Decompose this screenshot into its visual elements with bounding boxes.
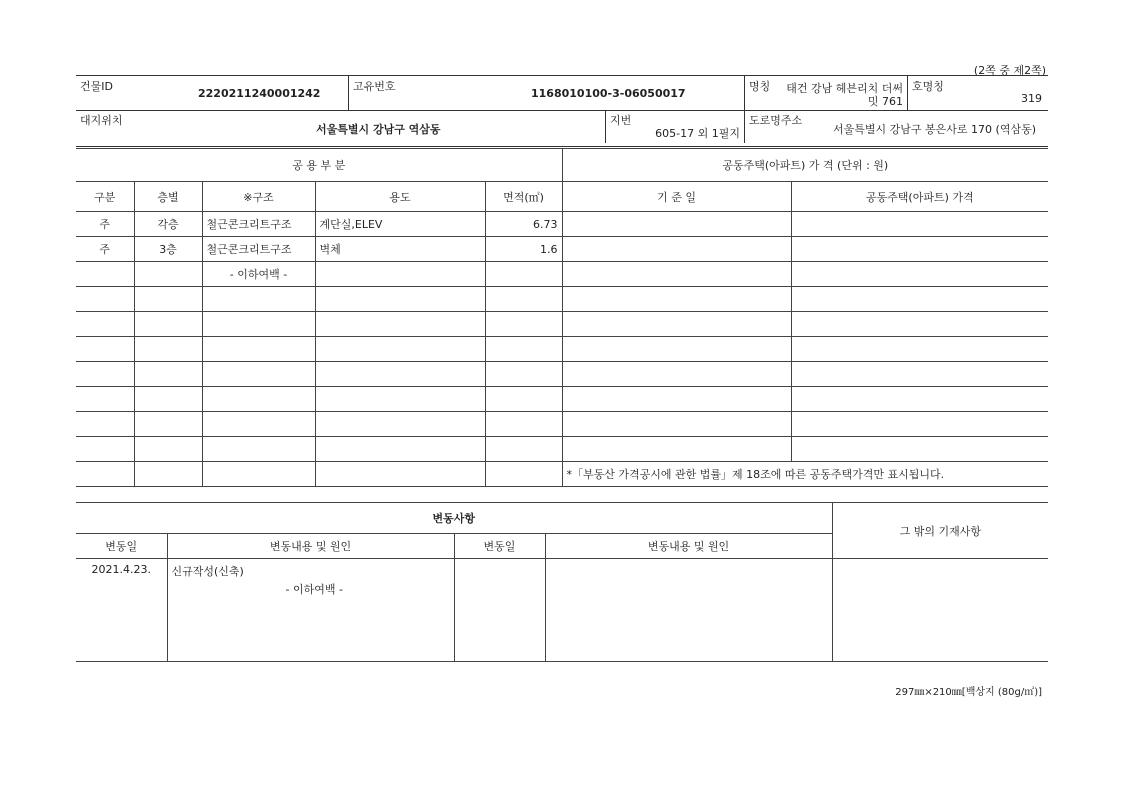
unique-no-cell bbox=[349, 76, 745, 110]
common-cell bbox=[315, 362, 485, 387]
col-price: 공동주택(아파트) 가격 bbox=[791, 182, 1048, 212]
price-cell bbox=[562, 312, 791, 337]
common-cell: 주 bbox=[76, 212, 134, 237]
price-cell bbox=[562, 412, 791, 437]
price-cell bbox=[791, 362, 1048, 387]
site-value: 서울특별시 강남구 역삼동 bbox=[316, 123, 441, 136]
header-row-2 bbox=[76, 110, 1048, 143]
col-type: 구분 bbox=[76, 182, 134, 212]
building-id-value: 2220211240001242 bbox=[198, 87, 321, 100]
common-cell bbox=[134, 412, 202, 437]
common-cell bbox=[485, 337, 562, 362]
common-cell: 6.73 bbox=[485, 212, 562, 237]
price-cell bbox=[562, 237, 791, 262]
common-cell: 계단실,ELEV bbox=[315, 212, 485, 237]
common-cell bbox=[485, 387, 562, 412]
site-cell bbox=[76, 110, 606, 143]
common-cell bbox=[315, 412, 485, 437]
page-indicator: (2쪽 중 제2쪽) bbox=[973, 64, 1046, 77]
col-structure: ※구조 bbox=[202, 182, 315, 212]
road-value: 서울특별시 강남구 봉은사로 170 (역삼동) bbox=[833, 123, 1036, 136]
common-cell bbox=[76, 312, 134, 337]
change-content-2 bbox=[545, 559, 832, 662]
common-cell bbox=[76, 287, 134, 312]
price-cell bbox=[562, 387, 791, 412]
common-cell bbox=[485, 287, 562, 312]
changes-col-content-1: 변동내용 및 원인 bbox=[167, 534, 454, 559]
common-cell bbox=[485, 312, 562, 337]
common-section-title: 공 용 부 분 bbox=[76, 149, 562, 182]
common-row bbox=[76, 412, 1048, 437]
col-usage: 용도 bbox=[315, 182, 485, 212]
lot-label: 지번 bbox=[610, 114, 632, 127]
name-label: 명칭 bbox=[749, 80, 771, 93]
site-label: 대지위치 bbox=[80, 114, 123, 127]
common-cell bbox=[485, 262, 562, 287]
common-row bbox=[76, 437, 1048, 462]
name-cell bbox=[745, 76, 908, 110]
price-cell bbox=[562, 437, 791, 462]
common-cell bbox=[202, 412, 315, 437]
common-cell bbox=[315, 337, 485, 362]
common-cell bbox=[134, 387, 202, 412]
common-cell bbox=[134, 287, 202, 312]
price-cell bbox=[791, 262, 1048, 287]
price-cell bbox=[791, 237, 1048, 262]
lot-cell bbox=[606, 110, 745, 143]
common-cell bbox=[76, 462, 134, 487]
common-cell bbox=[202, 362, 315, 387]
price-cell bbox=[791, 312, 1048, 337]
lot-value: 605-17 외 1필지 bbox=[655, 127, 740, 140]
changes-col-date-2: 변동일 bbox=[454, 534, 545, 559]
change-content-note: - 이하여백 - bbox=[285, 583, 343, 596]
price-cell bbox=[562, 212, 791, 237]
building-id-cell bbox=[76, 76, 349, 110]
building-header bbox=[76, 75, 1048, 149]
common-cell: 1.6 bbox=[485, 237, 562, 262]
common-cell: 철근콘크리트구조 bbox=[202, 212, 315, 237]
common-cell bbox=[485, 462, 562, 487]
common-cell bbox=[76, 412, 134, 437]
common-cell bbox=[134, 437, 202, 462]
change-content-text: 신규작성(신축) bbox=[171, 565, 244, 578]
other-notes-content bbox=[832, 559, 1048, 662]
col-base-date: 기 준 일 bbox=[562, 182, 791, 212]
common-row bbox=[76, 312, 1048, 337]
common-cell bbox=[485, 412, 562, 437]
price-cell bbox=[562, 337, 791, 362]
common-cell bbox=[134, 462, 202, 487]
price-cell bbox=[791, 212, 1048, 237]
other-notes-title: 그 밖의 기재사항 bbox=[832, 503, 1048, 559]
changes-col-date-1: 변동일 bbox=[76, 534, 167, 559]
changes-title: 변동사항 bbox=[76, 503, 832, 534]
road-label: 도로명주소 bbox=[749, 114, 803, 127]
common-cell bbox=[315, 287, 485, 312]
col-floor: 층별 bbox=[134, 182, 202, 212]
common-cell bbox=[315, 262, 485, 287]
common-cell bbox=[485, 437, 562, 462]
road-cell bbox=[745, 110, 1048, 143]
price-cell bbox=[562, 287, 791, 312]
common-row bbox=[76, 212, 1048, 237]
name-value-line2: 밋 761 bbox=[867, 95, 903, 108]
unique-no-label: 고유번호 bbox=[353, 80, 396, 93]
common-cell bbox=[315, 437, 485, 462]
header-row-1 bbox=[76, 76, 1048, 111]
price-cell bbox=[791, 412, 1048, 437]
building-id-label: 건물ID bbox=[80, 80, 113, 93]
changes-table bbox=[76, 502, 1048, 662]
common-cell bbox=[134, 262, 202, 287]
common-cell bbox=[202, 337, 315, 362]
common-cell bbox=[202, 462, 315, 487]
common-cell bbox=[76, 262, 134, 287]
paper-spec: 297㎜×210㎜[백상지 (80g/㎡)] bbox=[895, 687, 1042, 698]
common-cell bbox=[76, 437, 134, 462]
change-date-2 bbox=[454, 559, 545, 662]
common-row bbox=[76, 337, 1048, 362]
common-cell bbox=[202, 387, 315, 412]
common-row bbox=[76, 287, 1048, 312]
common-cell bbox=[76, 337, 134, 362]
common-cell: 벽체 bbox=[315, 237, 485, 262]
common-cell: 3층 bbox=[134, 237, 202, 262]
price-cell bbox=[562, 362, 791, 387]
common-row bbox=[76, 362, 1048, 387]
price-section-title: 공동주택(아파트) 가 격 (단위 : 원) bbox=[562, 149, 1048, 182]
price-cell bbox=[791, 437, 1048, 462]
common-cell: 철근콘크리트구조 bbox=[202, 237, 315, 262]
change-content-1 bbox=[167, 559, 454, 662]
price-cell bbox=[791, 387, 1048, 412]
common-cell bbox=[202, 437, 315, 462]
unit-label: 호명칭 bbox=[912, 80, 944, 93]
common-section-table bbox=[76, 148, 1048, 487]
common-cell: 주 bbox=[76, 237, 134, 262]
common-cell bbox=[134, 362, 202, 387]
unit-value: 319 bbox=[1021, 92, 1042, 105]
common-cell bbox=[76, 362, 134, 387]
common-cell bbox=[134, 312, 202, 337]
unit-cell bbox=[908, 76, 1048, 110]
price-cell bbox=[791, 337, 1048, 362]
common-rows bbox=[76, 212, 1048, 487]
common-row bbox=[76, 387, 1048, 412]
common-row bbox=[76, 262, 1048, 287]
common-cell bbox=[76, 387, 134, 412]
common-cell: 각층 bbox=[134, 212, 202, 237]
common-cell bbox=[134, 337, 202, 362]
price-cell bbox=[562, 262, 791, 287]
col-area: 면적(㎡) bbox=[485, 182, 562, 212]
change-date-1: 2021.4.23. bbox=[76, 559, 167, 662]
common-cell: - 이하여백 - bbox=[202, 262, 315, 287]
unique-no-value: 1168010100-3-06050017 bbox=[531, 87, 686, 100]
common-row bbox=[76, 462, 1048, 487]
common-cell bbox=[202, 312, 315, 337]
common-row bbox=[76, 237, 1048, 262]
common-cell bbox=[315, 312, 485, 337]
common-cell bbox=[315, 387, 485, 412]
changes-col-content-2: 변동내용 및 원인 bbox=[545, 534, 832, 559]
common-cell bbox=[202, 287, 315, 312]
price-note: *「부동산 가격공시에 관한 법률」제 18조에 따른 공동주택가격만 표시됩니다. bbox=[562, 462, 1048, 487]
common-cell bbox=[485, 362, 562, 387]
name-value-line1: 태건 강남 헤븐리치 더써 bbox=[786, 82, 903, 95]
common-cell bbox=[315, 462, 485, 487]
price-cell bbox=[791, 287, 1048, 312]
